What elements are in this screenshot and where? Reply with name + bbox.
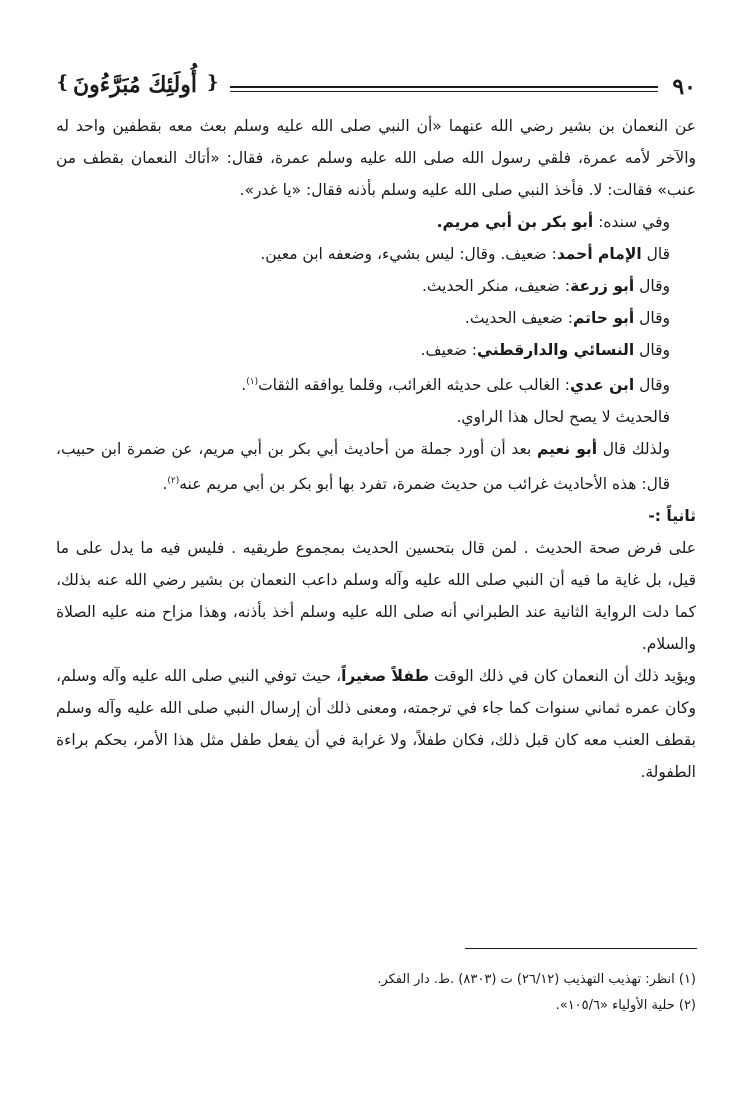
header-rule <box>230 86 658 92</box>
paragraph-nasai: وقال النسائي والدارقطني: ضعيف. <box>420 341 670 359</box>
page-header <box>55 60 698 110</box>
scholar-name: أبو حاتم <box>572 309 635 327</box>
main-text <box>56 110 696 788</box>
paragraph-ibn-adi: وقال ابن عدي: الغالب على حديثه الغرائب، وقلما يوافقه الثقات$^{(١)}$. <box>241 376 670 395</box>
emphasis: طفلاً صغيراً <box>341 667 430 686</box>
paragraph-hadith: عن النعمان بن بشير رضي الله عنهما «أن النبي صلى الله عليه وسلم بعث معه بقطفين واحد له والآخر لأمه عمرة، فلقي رسول الله صلى الله عليه وسلم عمرة، فقال: «أتاك النعمان بقطف من عنب» فقالت: لا. فأخذ النبي صلى الله عليه وسلم بأذنه فقال: «يا غدر». <box>56 117 696 199</box>
book-title-text: أُولَئِكَ مُبَرَّءُونَ <box>73 72 197 98</box>
book-title <box>55 66 215 104</box>
paragraph-ahmad: قال الإمام أحمد: ضعيف. وقال: ليس بشيء، وضعفه ابن معين. <box>260 245 670 263</box>
footnote-2: (٢) حلية الأولياء «١٠٥/٦». <box>555 998 696 1013</box>
paragraph-abu-hatim: وقال أبو حاتم: ضعيف الحديث. <box>464 309 670 327</box>
scholar-name: ابن عدي <box>569 376 635 395</box>
footnote-1: (١) انظر: تهذيب التهذيب (٢٦/١٢) ت (٨٣٠٣) .ط. دار الفكر. <box>377 972 696 987</box>
footnotes <box>56 967 696 1019</box>
page-number: ٩٠ <box>672 74 696 100</box>
scholar-name: النسائي والدارقطني <box>477 341 635 359</box>
section-heading: ثانياً :- <box>648 507 696 526</box>
footnote-ref[interactable]: (٢) <box>167 476 180 487</box>
ornament-left-icon: ❴ <box>55 72 71 93</box>
ornament-right-icon: ❵ <box>205 72 221 93</box>
scholar-name: أبو نعيم <box>536 440 598 459</box>
scholar-name: الإمام أحمد <box>556 245 642 263</box>
paragraph-joke: على فرض صحة الحديث . لمن قال بتحسين الحديث بمجموع طريقيه . فليس فيه ما يدل على ما قيل، بل غاية ما فيه أن النبي صلى الله عليه وآله وسلم داعب النعمان بن بشير رضي الله عنه بذلك، كما دلت الرواية الثانية عند الطبراني أنه صلى الله عليه وسلم أخذ بأذنه، وهذا مزاح منه عليه الصلاة والسلام. <box>56 539 696 654</box>
narrator-name: أبو بكر بن أبي مريم. <box>436 213 594 231</box>
paragraph-conclusion: فالحديث لا يصح لحال هذا الراوي. <box>456 408 670 427</box>
paragraph-abu-nuaym: ولذلك قال أبو نعيم بعد أن أورد جملة من أحاديث أبي بكر بن أبي مريم، عن ضمرة ابن حبيب، قال: هذه الأحاديث غرائب من حديث ضمرة، تفرد بها أبو بكر بن أبي مريم عنه$^{(٢)}$. <box>56 440 670 494</box>
footnote-divider <box>465 948 697 949</box>
paragraph-abu-zura: وقال أبو زرعة: ضعيف، منكر الحديث. <box>422 277 670 295</box>
paragraph-isnad: وفي سنده: أبو بكر بن أبي مريم. <box>436 213 670 231</box>
footnote-ref[interactable]: (١) <box>246 377 259 387</box>
paragraph-child: ويؤيد ذلك أن النعمان كان في ذلك الوقت طفلاً صغيراً، حيث توفي النبي صلى الله عليه وآله وسلم، وكان عمره ثماني سنوات كما جاء في ترجمته، ومعنى ذلك أن إرسال النبي صلى الله عليه وآله وسلم بقطف العنب معه كان قبل ذلك، فكان طفلاً، ولا غرابة في أن يفعل طفل مثل هذا الأمر، بحكم براءة الطفولة. <box>56 667 696 782</box>
scholar-name: أبو زرعة <box>570 277 635 295</box>
